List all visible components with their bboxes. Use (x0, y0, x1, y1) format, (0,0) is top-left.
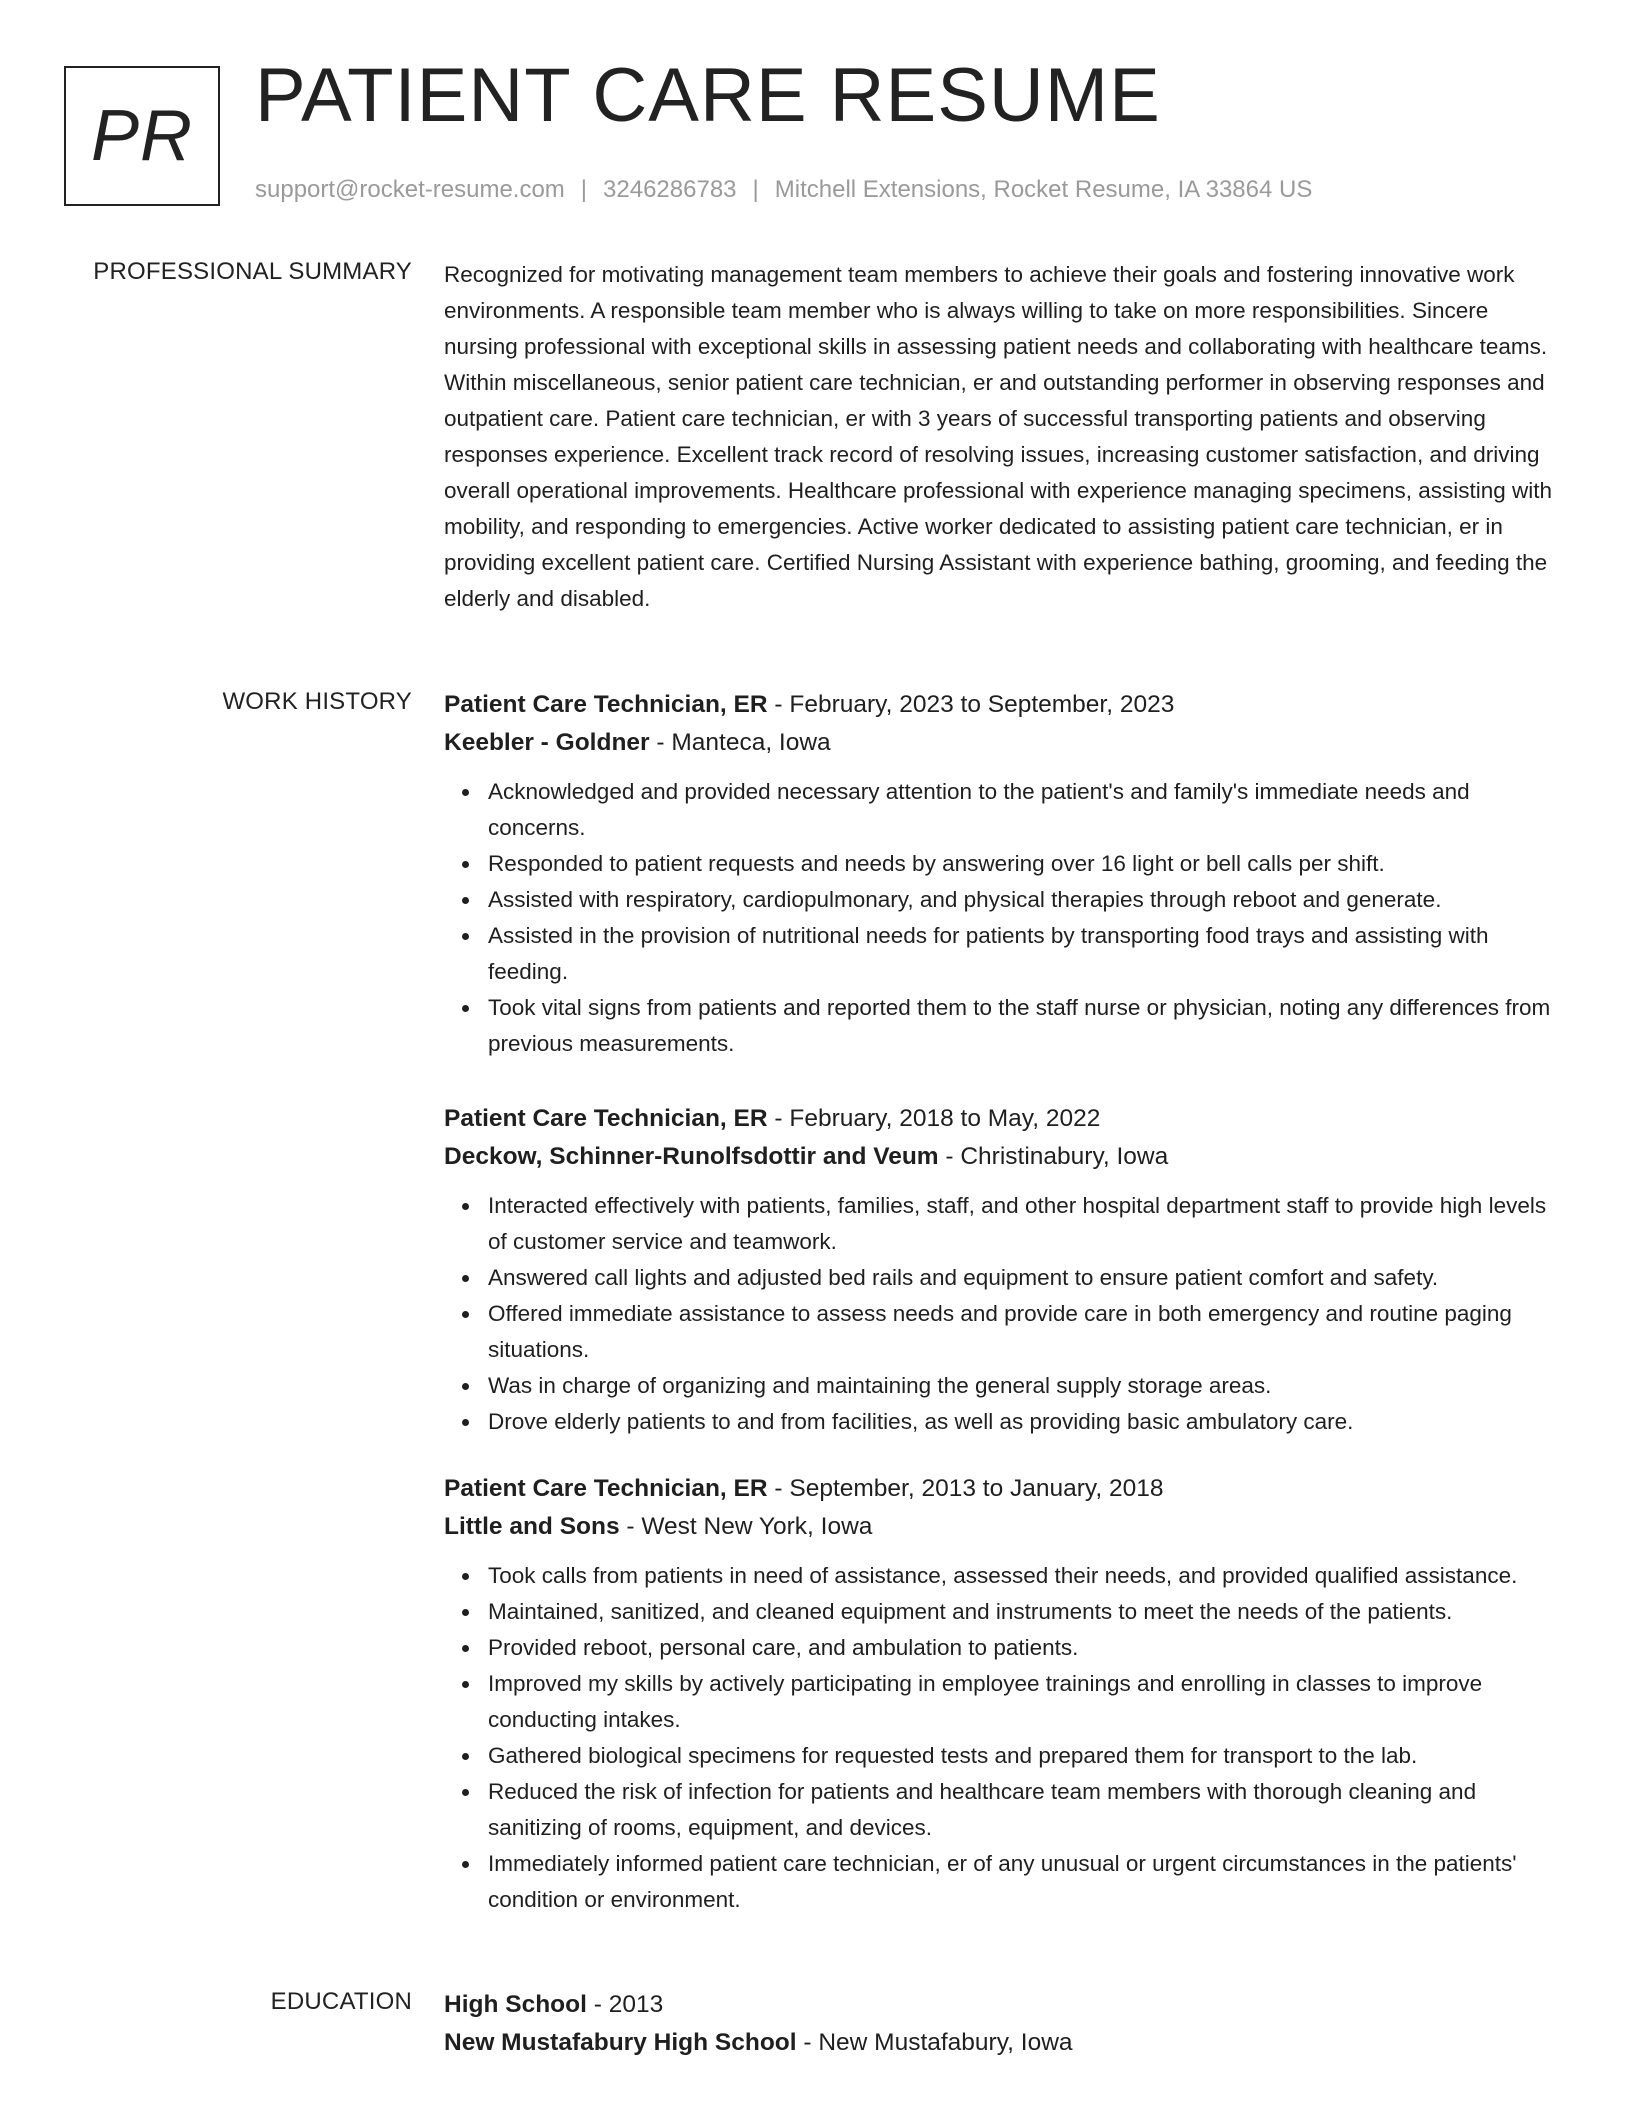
job-bullet: Acknowledged and provided necessary attention to the patient's and family's immediate needs and concerns. (488, 774, 1556, 846)
contact-separator: | (580, 176, 588, 203)
job-bullet-list (444, 1188, 1556, 1440)
education-location: - New Mustafabury, Iowa (796, 2029, 1073, 2056)
job-title: Patient Care Technician, ER (444, 1105, 768, 1132)
contact-email[interactable]: support@rocket-resume.com (255, 176, 565, 203)
job-company-line (444, 724, 1556, 762)
education-school-line (444, 2024, 1556, 2062)
work-history-heading: WORK HISTORY (222, 688, 412, 715)
job-bullet: Improved my skills by actively participating in employee trainings and enrolling in classes to improve conducting intakes. (488, 1666, 1556, 1738)
job-location: - Manteca, Iowa (649, 729, 831, 756)
job-bullet: Took vital signs from patients and reported them to the staff nurse or physician, noting any differences from previous measurements. (488, 990, 1556, 1062)
job-bullet: Assisted with respiratory, cardiopulmonary, and physical therapies through reboot and generate. (488, 882, 1556, 918)
job-bullet: Interacted effectively with patients, families, staff, and other hospital department staff to provide high levels of customer service and teamwork. (488, 1188, 1556, 1260)
job-entry (444, 1100, 1556, 1440)
job-bullet: Maintained, sanitized, and cleaned equipment and instruments to meet the needs of the patients. (488, 1594, 1556, 1630)
job-company: Little and Sons (444, 1513, 620, 1540)
job-bullet-list (444, 774, 1556, 1062)
job-title-line (444, 1100, 1556, 1138)
monogram-box (64, 66, 220, 206)
job-bullet: Provided reboot, personal care, and ambulation to patients. (488, 1630, 1556, 1666)
job-bullet: Drove elderly patients to and from facilities, as well as providing basic ambulatory care. (488, 1404, 1556, 1440)
contact-phone[interactable]: 3246286783 (603, 176, 737, 203)
summary-heading: PROFESSIONAL SUMMARY (93, 258, 412, 285)
job-bullet-list (444, 1558, 1556, 1918)
job-dates: - February, 2018 to May, 2022 (767, 1105, 1101, 1132)
job-title: Patient Care Technician, ER (444, 1475, 768, 1502)
job-bullet: Responded to patient requests and needs by answering over 16 light or bell calls per shift. (488, 846, 1556, 882)
job-bullet: Reduced the risk of infection for patients and healthcare team members with thorough cleaning and sanitizing of rooms, equipment, and devices. (488, 1774, 1556, 1846)
contact-separator: | (752, 176, 759, 203)
summary-text: Recognized for motivating management team members to achieve their goals and fostering innovative work environments. A responsible team member who is always willing to take on more responsibilities. Sincere nursing professional with exceptional skills in assessing patient needs and collaborating with healthcare teams. Within miscellaneous, senior patient care technician, er and outstanding performer in observing responses and outpatient care. Patient care technician, er with 3 years of successful transporting patients and observing responses experience. Excellent track record of resolving issues, increasing customer satisfaction, and driving overall operational improvements. Healthcare professional with experience managing specimens, assisting with mobility, and responding to emergencies. Active worker dedicated to assisting patient care technician, er in providing excellent patient care. Certified Nursing Assistant with experience bathing, grooming, and feeding the elderly and disabled. (444, 262, 1553, 611)
monogram-initials: PR (90, 96, 194, 176)
job-bullet: Assisted in the provision of nutritional needs for patients by transporting food trays and assisting with feeding. (488, 918, 1556, 990)
job-title-line (444, 1470, 1556, 1508)
resume-title: PATIENT CARE RESUME (255, 53, 1161, 138)
job-entry (444, 686, 1556, 1062)
job-bullet: Took calls from patients in need of assistance, assessed their needs, and provided qualified assistance. (488, 1558, 1556, 1594)
job-dates: - February, 2023 to September, 2023 (767, 691, 1175, 718)
job-bullet: Answered call lights and adjusted bed rails and equipment to ensure patient comfort and safety. (488, 1260, 1556, 1296)
education-school: New Mustafabury High School (444, 2029, 797, 2056)
job-bullet: Offered immediate assistance to assess needs and provide care in both emergency and routine paging situations. (488, 1296, 1556, 1368)
job-entry (444, 1470, 1556, 1918)
education-degree: High School (444, 1991, 587, 2018)
education-heading: EDUCATION (270, 1988, 412, 2015)
job-company: Deckow, Schinner-Runolfsdottir and Veum (444, 1143, 939, 1170)
job-company: Keebler - Goldner (444, 729, 650, 756)
job-location: - West New York, Iowa (619, 1513, 873, 1540)
job-company-line (444, 1138, 1556, 1176)
job-bullet: Immediately informed patient care technician, er of any unusual or urgent circumstances in the patients' condition or environment. (488, 1846, 1556, 1918)
education-year: - 2013 (586, 1991, 664, 2018)
education-degree-line (444, 1986, 1556, 2024)
job-title: Patient Care Technician, ER (444, 691, 768, 718)
job-bullet: Was in charge of organizing and maintaining the general supply storage areas. (488, 1368, 1556, 1404)
job-location: - Christinabury, Iowa (938, 1143, 1169, 1170)
contact-address: Mitchell Extensions, Rocket Resume, IA 33864 US (774, 176, 1313, 203)
contact-line (255, 176, 1312, 204)
job-dates: - September, 2013 to January, 2018 (767, 1475, 1164, 1502)
job-company-line (444, 1508, 1556, 1546)
job-title-line (444, 686, 1556, 724)
job-bullet: Gathered biological specimens for requested tests and prepared them for transport to the lab. (488, 1738, 1556, 1774)
